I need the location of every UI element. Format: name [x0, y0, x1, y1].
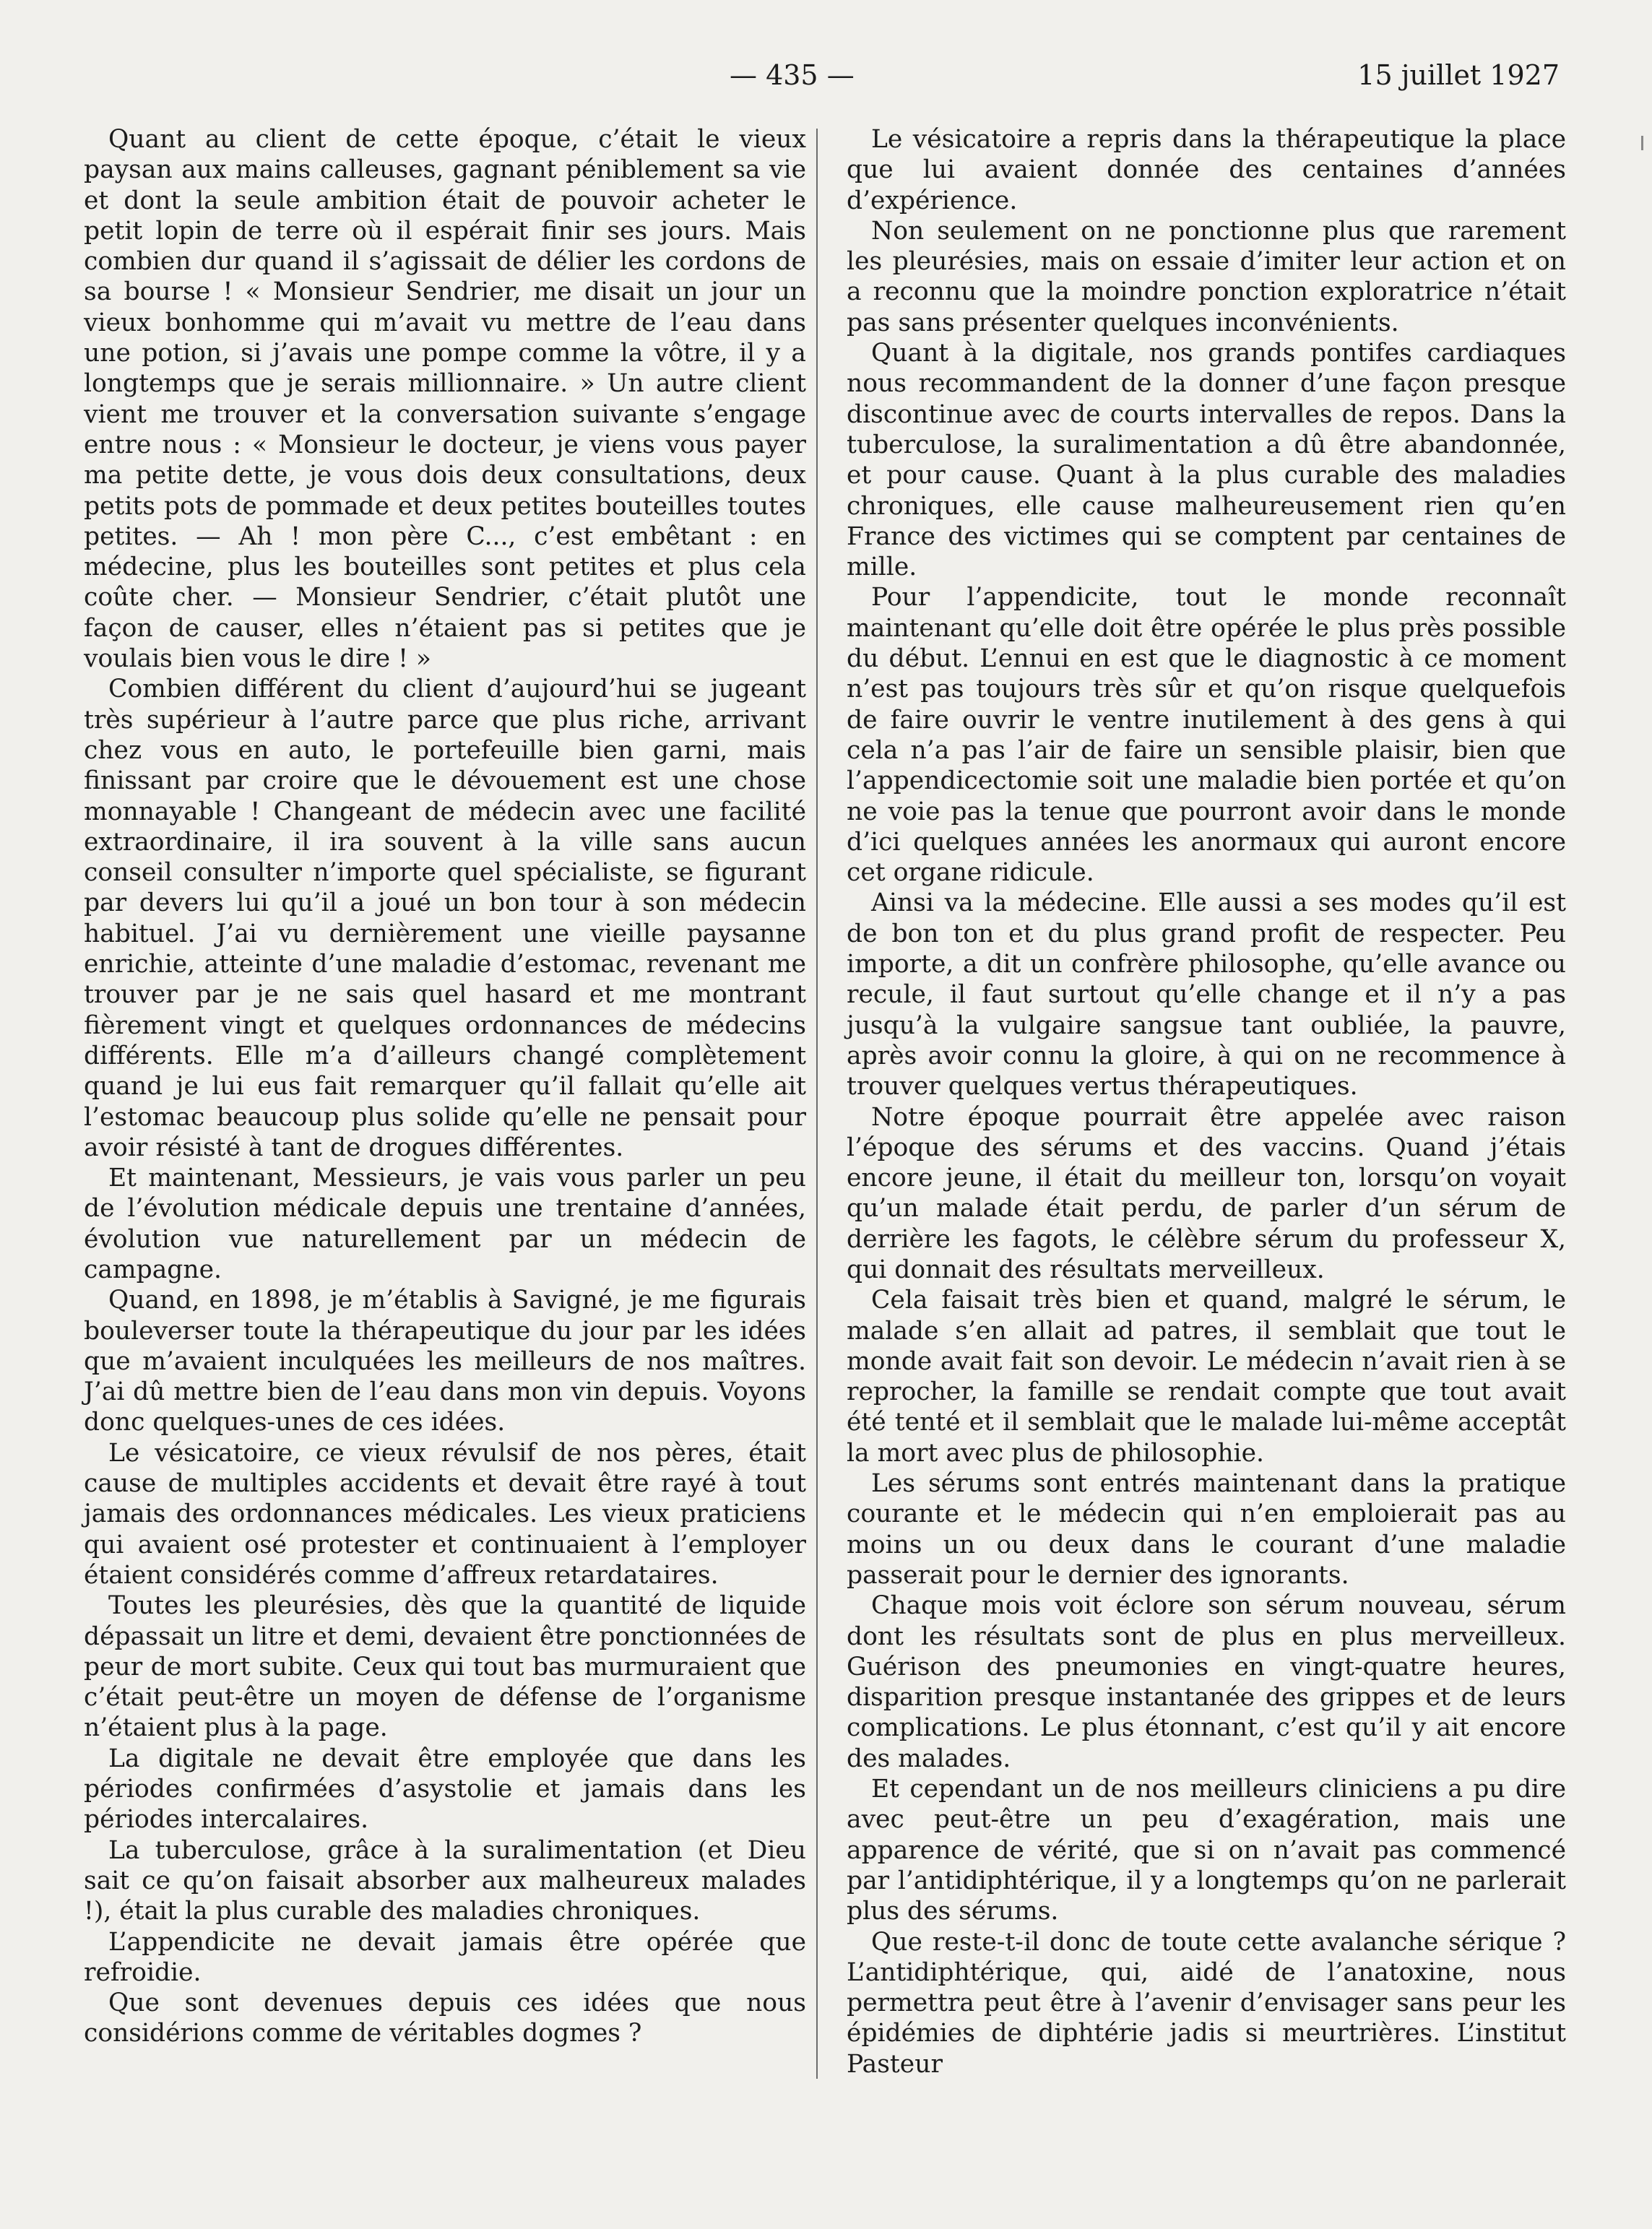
paragraph: Cela faisait très bien et quand, malgré le sérum, le malade s’en allait ad patres, il semblait que tout le monde avait fait son devoir. Le médecin n’avait rien à se reprocher, la famille se rendait compte que tout avait été tenté et il semblait que le malade lui-même acceptât la mort avec plus de philosophie. — [847, 1286, 1566, 1468]
paragraph: Combien différent du client d’aujourd’hui se jugeant très supérieur à l’autre parce que plus riche, arrivant chez vous en auto, le portefeuille bien garni, mais finissant par croire que le dévouement est une chose monnayable ! Changeant de médecin avec une facilité extraordinaire, il ira souvent à la ville sans aucun conseil consulter n’importe quel spécialiste, se figurant par devers lui qu’il a joué un bon tour à son médecin habituel. J’ai vu dernièrement une vieille paysanne enrichie, atteinte d’une maladie d’estomac, revenant me trouver par je ne sais quel hasard et me montrant fièrement vingt et quelques ordonnances de médecins différents. Elle m’a d’ailleurs changé complètement quand je lui eus fait remarquer qu’il fallait qu’elle ait l’estomac beaucoup plus solide qu’elle ne pensait pour avoir résisté à tant de drogues différentes. — [84, 675, 806, 1162]
paragraph: Et maintenant, Messieurs, je vais vous parler un peu de l’évolution médicale depuis une trentaine d’années, évolution vue naturellement par un médecin de campagne. — [84, 1164, 806, 1284]
issue-date: 15 juillet 1927 — [1357, 59, 1560, 91]
paragraph: La digitale ne devait être employée que dans les périodes confirmées d’asystolie et jamais dans les périodes intercalaires. — [84, 1744, 806, 1835]
paragraph: Pour l’appendicite, tout le monde reconnaît maintenant qu’elle doit être opérée le plus près possible du début. L’ennui en est que le diagnostic à ce moment n’est pas toujours très sûr et qu’on risque quelquefois de faire ouvrir le ventre inutilement à des gens à qui cela n’a pas l’air de faire un sensible plaisir, bien que l’appendicectomie soit une maladie bien portée et qu’on ne voie pas la tenue que pourront avoir dans le monde d’ici quelques années les anormaux qui auront encore cet organe ridicule. — [847, 583, 1566, 888]
paragraph: Les sérums sont entrés maintenant dans la pratique courante et le médecin qui n’en emploierait pas au moins un ou deux dans le courant d’une maladie passerait pour le dernier des ignorants. — [847, 1469, 1566, 1590]
paragraph: L’appendicite ne devait jamais être opérée que refroidie. — [84, 1927, 806, 1987]
right-column — [847, 124, 1566, 2079]
column-divider — [816, 129, 818, 2079]
paragraph: La tuberculose, grâce à la suralimentation (et Dieu sait ce qu’on faisait absorber aux malheureux malades !), était la plus curable des maladies chroniques. — [84, 1835, 806, 1926]
paragraph: Quant à la digitale, nos grands pontifes cardiaques nous recommandent de la donner d’une façon presque discontinue avec de courts intervalles de repos. Dans la tuberculose, la suralimentation a dû être abandonnée, et pour cause. Quant à la plus curable des maladies chroniques, elle cause malheureusement rien qu’en France des victimes qui se comptent par centaines de mille. — [847, 339, 1566, 582]
page-header — [0, 59, 1652, 103]
page-number: — 435 — — [730, 59, 855, 91]
paragraph: Et cependant un de nos meilleurs cliniciens a pu dire avec peut-être un peu d’exagération, mais une apparence de vérité, que si on n’avait pas commencé par l’antidiphtérique, il y a longtemps qu’on ne parlerait plus des sérums. — [847, 1775, 1566, 1926]
paragraph: Que reste-t-il donc de toute cette avalanche sérique ? L’antidiphtérique, qui, aidé de l’anatoxine, nous permettra peut être à l’avenir d’envisager sans peur les épidémies de diphtérie jadis si meurtrières. L’institut Pasteur — [847, 1927, 1566, 2079]
paragraph: Non seulement on ne ponctionne plus que rarement les pleurésies, mais on essaie d’imiter leur action et on a reconnu que la moindre ponction exploratrice n’était pas sans présenter quelques inconvénients. — [847, 216, 1566, 337]
paragraph: Que sont devenues depuis ces idées que nous considérions comme de véritables dogmes ? — [84, 1988, 806, 2048]
left-column — [84, 124, 806, 2049]
paragraph: Notre époque pourrait être appelée avec raison l’époque des sérums et des vaccins. Quand j’étais encore jeune, il était du meilleur ton, lorsqu’on voyait qu’un malade était perdu, de parler d’un sérum de derrière les fagots, le célèbre sérum du professeur X, qui donnait des résultats merveilleux. — [847, 1102, 1566, 1284]
paragraph: Toutes les pleurésies, dès que la quantité de liquide dépassait un litre et demi, devaient être ponctionnées de peur de mort subite. Ceux qui tout bas murmuraient que c’était peut-être un moyen de défense de l’organisme n’étaient plus à la page. — [84, 1591, 806, 1743]
paragraph: Le vésicatoire a repris dans la thérapeutique la place que lui avaient donnée des centaines d’années d’expérience. — [847, 125, 1566, 215]
paragraph: Le vésicatoire, ce vieux révulsif de nos pères, était cause de multiples accidents et devait être rayé à tout jamais des ordonnances médicales. Les vieux praticiens qui avaient osé protester et continuaient à l’employer étaient considérés comme d’affreux retardataires. — [84, 1438, 806, 1590]
paragraph: Quant au client de cette époque, c’était le vieux paysan aux mains calleuses, gagnant péniblement sa vie et dont la seule ambition était de pouvoir acheter le petit lopin de terre où il espérait finir ses jours. Mais combien dur quand il s’agissait de délier les cordons de sa bourse ! « Monsieur Sendrier, me disait un jour un vieux bonhomme qui m’avait vu mettre de l’eau dans une potion, si j’avais une pompe comme la vôtre, il y a longtemps que je serais millionnaire. » Un autre client vient me trouver et la conversation suivante s’engage entre nous : « Monsieur le docteur, je viens vous payer ma petite dette, je vous dois deux consultations, deux petits pots de pommade et deux petites bouteilles toutes petites. — Ah ! mon père C..., c’est embêtant : en médecine, plus les bouteilles sont petites et plus cela coûte cher. — Monsieur Sendrier, c’était plutôt une façon de causer, elles n’étaient pas si petites que je voulais bien vous le dire ! » — [84, 125, 806, 674]
paragraph: Quand, en 1898, je m’établis à Savigné, je me figurais bouleverser toute la thérapeutique du jour par les idées que m’avaient inculquées les meilleurs de nos maîtres. J’ai dû mettre bien de l’eau dans mon vin depuis. Voyons donc quelques-unes de ces idées. — [84, 1286, 806, 1437]
paragraph: Chaque mois voit éclore son sérum nouveau, sérum dont les résultats sont de plus en plus merveilleux. Guérison des pneumonies en vingt-quatre heures, disparition presque instantanée des grippes et de leurs complications. Le plus étonnant, c’est qu’il y ait encore des malades. — [847, 1591, 1566, 1773]
paragraph: Ainsi va la médecine. Elle aussi a ses modes qu’il est de bon ton et du plus grand profit de respecter. Peu importe, a dit un confrère philosophe, qu’elle avance ou recule, il faut surtout qu’elle change et il n’y a pas jusqu’à la vulgaire sangsue tant oubliée, la pauvre, après avoir connu la gloire, à qui on ne recommence à trouver quelques vertus thérapeutiques. — [847, 888, 1566, 1101]
margin-mark — [1641, 136, 1643, 150]
